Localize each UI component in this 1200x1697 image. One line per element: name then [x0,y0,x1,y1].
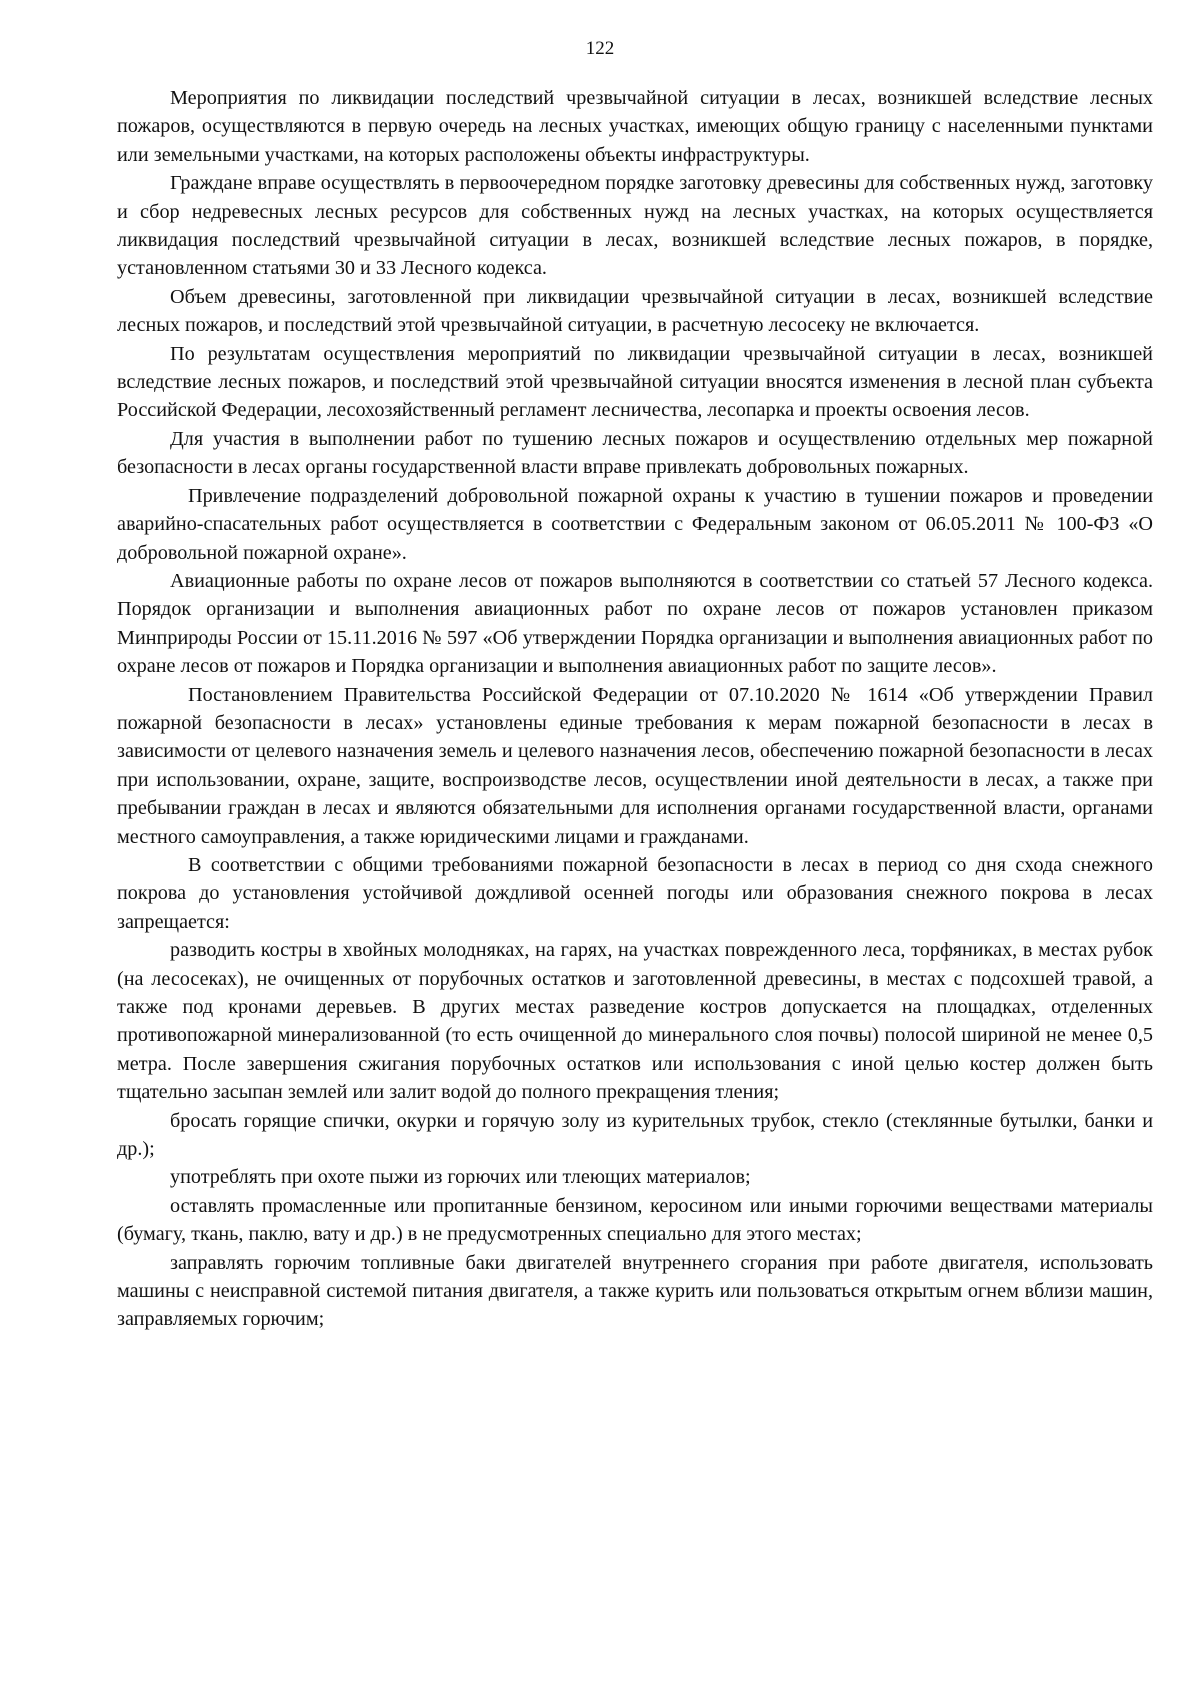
paragraph: заправлять горючим топливные баки двигателей внутреннего сгорания при работе двигателя, использовать машины с неисправной системой питания двигателя, а также курить или пользоваться открытым огнем вблизи машин, заправляемых горючим; [117,1251,1153,1331]
paragraph: Объем древесины, заготовленной при ликвидации чрезвычайной ситуации в лесах, возникшей вследствие лесных пожаров, и последствий этой чрезвычайной ситуации, в расчетную лесосеку не включается. [117,285,1153,337]
paragraph: употреблять при охоте пыжи из горючих или тлеющих материалов; [170,1166,751,1189]
paragraph: бросать горящие спички, окурки и горячую золу из курительных трубок, стекло (стеклянные бутылки, банки и др.); [117,1109,1153,1161]
paragraph: Мероприятия по ликвидации последствий чрезвычайной ситуации в лесах, возникшей вследствие лесных пожаров, осуществляются в первую очередь на лесных участках, имеющих общую границу с населенными пунктами или земельными участками, на которых расположены объекты инфраструктуры. [117,87,1153,166]
page-number: 122 [585,38,615,59]
document-body [117,84,1153,1334]
paragraph: разводить костры в хвойных молодняках, на гарях, на участках поврежденного леса, торфяниках, в местах рубок (на лесосеках), не очищенных от порубочных остатков и заготовленной древесины, в местах с подсохшей травой, а также под кронами деревьев. В других местах разведение костров допускается на площадках, отделенных противопожарной минерализованной (то есть очищенной до минерального слоя почвы) полосой шириной не менее 0,5 метра. После завершения сжигания порубочных остатков или использования с иной целью костер должен быть тщательно засыпан землей или залит водой до полного прекращения тления; [117,939,1153,1104]
paragraph: По результатам осуществления мероприятий по ликвидации чрезвычайной ситуации в лесах, возникшей вследствие лесных пожаров, и последствий этой чрезвычайной ситуации вносятся изменения в лесной план субъекта Российской Федерации, лесохозяйственный регламент лесничества, лесопарка и проекты освоения лесов. [117,342,1153,422]
paragraph: оставлять промасленные или пропитанные бензином, керосином или иными горючими веществами материалы (бумагу, ткань, паклю, вату и др.) в не предусмотренных специально для этого местах; [117,1194,1153,1246]
paragraph: Граждане вправе осуществлять в первоочередном порядке заготовку древесины для собственных нужд, заготовку и сбор недревесных лесных ресурсов для собственных нужд на лесных участках, на которых осуществляется ликвидация последствий чрезвычайной ситуации в лесах, возникшей вследствие лесных пожаров, в порядке, установленном статьями 30 и 33 Лесного кодекса. [117,172,1153,280]
paragraph: Для участия в выполнении работ по тушению лесных пожаров и осуществлению отдельных мер пожарной безопасности в лесах органы государственной власти вправе привлекать добровольных пожарных. [117,427,1153,479]
paragraph: Постановлением Правительства Российской Федерации от 07.10.2020 № 1614 «Об утверждении Правил пожарной безопасности в лесах» установлены единые требования к мерам пожарной безопасности в лесах в зависимости от целевого назначения земель и целевого назначения лесов, обеспечению пожарной безопасности в лесах при использовании, охране, защите, воспроизводстве лесов, осуществлении иной деятельности в лесах, а также при пребывании граждан в лесах и являются обязательными для исполнения органами государственной власти, органами местного самоуправления, а также юридическими лицами и гражданами. [117,683,1153,848]
paragraph: Авиационные работы по охране лесов от пожаров выполняются в соответствии со статьей 57 Лесного кодекса. Порядок организации и выполнения авиационных работ по охране лесов от пожаров установлен приказом Минприроды России от 15.11.2016 № 597 «Об утверждении Порядка организации и выполнения авиационных работ по охране лесов от пожаров и Порядка организации и выполнения авиационных работ по защите лесов». [117,569,1153,678]
paragraph: Привлечение подразделений добровольной пожарной охраны к участию в тушении пожаров и проведении аварийно-спасательных работ осуществляется в соответствии с Федеральным законом от 06.05.2011 № 100-ФЗ «О добровольной пожарной охране». [117,484,1153,564]
paragraph: В соответствии с общими требованиями пожарной безопасности в лесах в период со дня схода снежного покрова до установления устойчивой дождливой осенней погоды или образования снежного покрова в лесах запрещается: [117,853,1153,933]
